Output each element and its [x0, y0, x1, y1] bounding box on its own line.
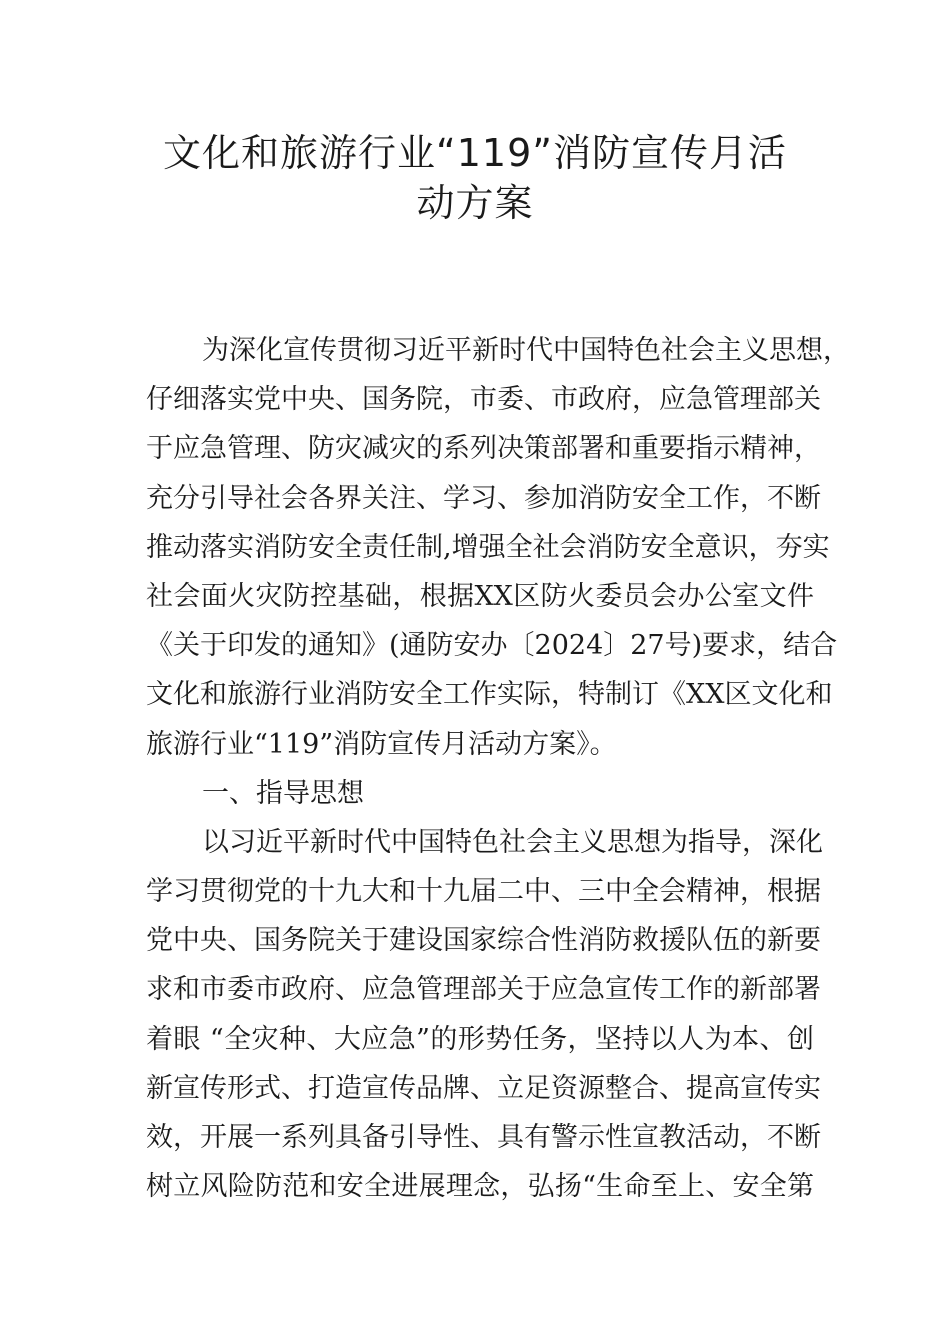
document-title-line-2: 动方案: [416, 181, 534, 225]
document-body: [146, 326, 850, 1211]
document-title-line-1: 文化和旅游行业“119”消防宣传月活: [163, 131, 787, 175]
intro-line: 推动落实消防安全责任制,增强全社会消防安全意识，夯实: [146, 531, 830, 563]
intro-line: 旅游行业“119”消防宣传月活动方案》。: [146, 728, 617, 760]
intro-line: 文化和旅游行业消防安全工作实际，特制订《XX区文化和: [146, 679, 833, 711]
section-1-line: 学习贯彻党的十九大和十九届二中、三中全会精神，根据: [146, 876, 821, 908]
section-heading: 一、指导思想: [202, 777, 364, 809]
section-1-line: 树立风险防范和安全进展理念，弘扬“生命至上、安全第: [146, 1171, 814, 1203]
section-1-line: 新宣传形式、打造宣传品牌、立足资源整合、提高宣传实: [146, 1072, 821, 1104]
intro-line: 充分引导社会各界关注、学习、参加消防安全工作，不断: [146, 482, 821, 514]
section-1-line: 以习近平新时代中国特色社会主义思想为指导，深化: [202, 826, 823, 858]
intro-line: 为深化宣传贯彻习近平新时代中国特色社会主义思想，: [202, 335, 850, 366]
intro-line: 于应急管理、防灾减灾的系列决策部署和重要指示精神，: [146, 433, 821, 465]
section-1-line: 着眼 “全灾种、大应急”的形势任务，坚持以人为本、创: [146, 1023, 814, 1055]
intro-line: 社会面火灾防控基础，根据XX区防火委员会办公室文件: [146, 580, 814, 612]
section-1-line: 求和市委市政府、应急管理部关于应急宣传工作的新部署: [146, 974, 821, 1006]
section-1-line: 党中央、国务院关于建设国家综合性消防救援队伍的新要: [146, 925, 821, 957]
section-1-line: 效，开展一系列具备引导性、具有警示性宣教活动，不断: [146, 1122, 821, 1153]
intro-line: 仔细落实党中央、国务院，市委、市政府，应急管理部关: [146, 384, 821, 416]
intro-line: 《关于印发的通知》(通防安办〔2024〕27号)要求，结合: [146, 630, 838, 662]
